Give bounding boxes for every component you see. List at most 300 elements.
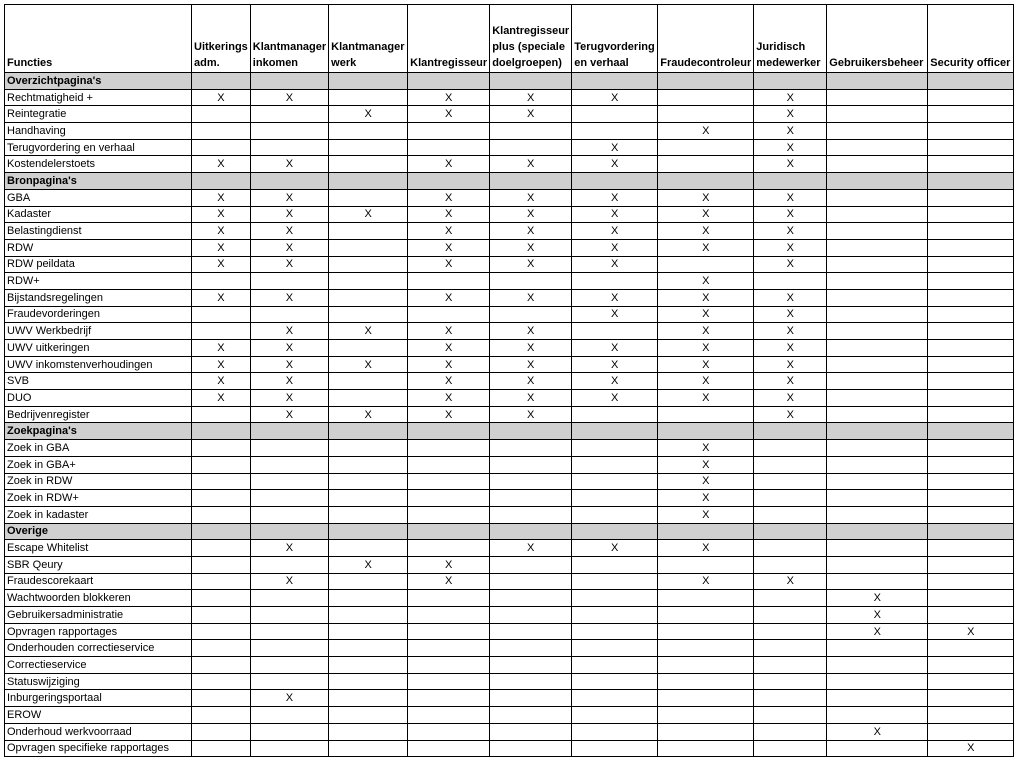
permission-cell (192, 707, 251, 724)
permission-cell (928, 690, 1014, 707)
section-row (5, 173, 1014, 190)
permission-cell: X (192, 340, 251, 357)
permission-cell: X (408, 573, 490, 590)
permission-cell (827, 256, 928, 273)
table-row (5, 239, 1014, 256)
permission-cell: X (192, 189, 251, 206)
permission-cell (329, 623, 408, 640)
permission-cell: X (754, 156, 827, 173)
permission-cell: X (192, 256, 251, 273)
permission-cell (928, 306, 1014, 323)
table-row (5, 707, 1014, 724)
permission-cell (827, 139, 928, 156)
section-cell (408, 523, 490, 540)
permission-cell: X (754, 223, 827, 240)
permission-cell (192, 556, 251, 573)
function-name: Reintegratie (5, 106, 192, 123)
permission-cell (408, 306, 490, 323)
permission-cell: X (250, 189, 328, 206)
section-cell (192, 73, 251, 90)
permission-cell (490, 306, 572, 323)
permission-cell (329, 473, 408, 490)
section-cell (827, 423, 928, 440)
permission-cell: X (490, 189, 572, 206)
function-name: Belastingdienst (5, 223, 192, 240)
permission-cell (192, 673, 251, 690)
function-name: Fraudevorderingen (5, 306, 192, 323)
function-name: Escape Whitelist (5, 540, 192, 557)
table-row (5, 607, 1014, 624)
permission-cell (329, 256, 408, 273)
permission-cell (928, 106, 1014, 123)
permission-cell: X (754, 356, 827, 373)
permission-cell (928, 707, 1014, 724)
column-header: Gebruikersbeheer (827, 5, 928, 73)
table-row (5, 506, 1014, 523)
permission-cell (658, 590, 754, 607)
permission-cell (928, 156, 1014, 173)
section-cell (490, 423, 572, 440)
function-name: Opvragen rapportages (5, 623, 192, 640)
permission-cell: X (827, 590, 928, 607)
permission-cell (658, 657, 754, 674)
permission-cell (408, 273, 490, 290)
permission-cell (754, 740, 827, 757)
permission-cell: X (572, 289, 658, 306)
section-cell (928, 423, 1014, 440)
permission-cell: X (928, 740, 1014, 757)
permission-cell (928, 356, 1014, 373)
permission-cell: X (490, 239, 572, 256)
section-row (5, 523, 1014, 540)
permission-cell (572, 440, 658, 457)
table-row (5, 690, 1014, 707)
permission-cell (490, 456, 572, 473)
permission-cell (490, 506, 572, 523)
permission-cell: X (250, 89, 328, 106)
permission-cell: X (658, 189, 754, 206)
permission-cell (192, 323, 251, 340)
permission-cell (928, 723, 1014, 740)
permission-cell (192, 139, 251, 156)
permission-cell: X (658, 239, 754, 256)
permission-cell: X (658, 440, 754, 457)
permission-cell (329, 239, 408, 256)
permission-cell (408, 473, 490, 490)
section-cell (250, 173, 328, 190)
permission-cell (827, 390, 928, 407)
permission-cell: X (754, 106, 827, 123)
permission-cell (827, 456, 928, 473)
table-row (5, 123, 1014, 140)
permission-cell: X (408, 556, 490, 573)
permission-cell: X (490, 323, 572, 340)
section-cell (928, 173, 1014, 190)
permission-cell (928, 273, 1014, 290)
permission-cell (572, 323, 658, 340)
table-row (5, 106, 1014, 123)
permission-cell (827, 573, 928, 590)
section-cell (408, 173, 490, 190)
permission-cell: X (250, 340, 328, 357)
function-name: RDW peildata (5, 256, 192, 273)
section-cell (572, 173, 658, 190)
function-name: Onderhouden correctieservice (5, 640, 192, 657)
permission-cell (250, 707, 328, 724)
permission-cell (250, 673, 328, 690)
table-row (5, 273, 1014, 290)
section-cell (192, 423, 251, 440)
permission-cell (754, 707, 827, 724)
permission-cell: X (658, 356, 754, 373)
permission-cell (572, 690, 658, 707)
permission-cell (754, 506, 827, 523)
permission-cell: X (408, 390, 490, 407)
function-name: Zoek in GBA+ (5, 456, 192, 473)
section-cell (827, 173, 928, 190)
permission-cell: X (329, 106, 408, 123)
permission-cell (192, 473, 251, 490)
permission-cell: X (754, 323, 827, 340)
table-row (5, 306, 1014, 323)
permissions-matrix (4, 4, 1014, 757)
permission-cell (827, 123, 928, 140)
permission-cell (658, 89, 754, 106)
permission-cell (408, 657, 490, 674)
permission-cell (490, 640, 572, 657)
permission-cell: X (408, 223, 490, 240)
permission-cell (192, 456, 251, 473)
table-row (5, 473, 1014, 490)
permission-cell (928, 607, 1014, 624)
permission-cell: X (192, 373, 251, 390)
permission-cell: X (192, 289, 251, 306)
section-cell (329, 73, 408, 90)
permission-cell: X (754, 256, 827, 273)
table-row (5, 657, 1014, 674)
permission-cell (329, 456, 408, 473)
permission-cell (408, 690, 490, 707)
permission-cell (827, 673, 928, 690)
permission-cell (658, 707, 754, 724)
permission-cell: X (250, 540, 328, 557)
table-row (5, 590, 1014, 607)
permission-cell (572, 640, 658, 657)
permission-cell (928, 556, 1014, 573)
permission-cell (329, 707, 408, 724)
permission-cell (250, 473, 328, 490)
table-row (5, 573, 1014, 590)
permission-cell (928, 473, 1014, 490)
table-row (5, 490, 1014, 507)
permission-cell (827, 406, 928, 423)
permission-cell (408, 540, 490, 557)
permission-cell (827, 340, 928, 357)
table-row (5, 323, 1014, 340)
permission-cell: X (250, 690, 328, 707)
permission-cell (250, 139, 328, 156)
table-row (5, 89, 1014, 106)
permission-cell: X (754, 306, 827, 323)
permission-cell (928, 640, 1014, 657)
permission-cell (408, 123, 490, 140)
permission-cell (754, 540, 827, 557)
permission-cell: X (250, 239, 328, 256)
permission-cell (827, 306, 928, 323)
section-label: Zoekpagina's (5, 423, 192, 440)
permission-cell (250, 123, 328, 140)
permission-cell: X (572, 139, 658, 156)
section-cell (572, 423, 658, 440)
permission-cell (250, 657, 328, 674)
permission-cell (329, 506, 408, 523)
function-name: Inburgeringsportaal (5, 690, 192, 707)
permission-cell (827, 89, 928, 106)
permission-cell: X (408, 289, 490, 306)
permission-cell (329, 189, 408, 206)
permission-cell (658, 139, 754, 156)
permission-cell: X (572, 89, 658, 106)
permission-cell (408, 590, 490, 607)
permission-cell (408, 440, 490, 457)
table-row (5, 640, 1014, 657)
permission-cell (329, 390, 408, 407)
permission-cell (329, 573, 408, 590)
permission-cell: X (572, 189, 658, 206)
permission-cell (250, 623, 328, 640)
table-row (5, 223, 1014, 240)
permission-cell (754, 456, 827, 473)
section-cell (329, 173, 408, 190)
permission-cell (192, 506, 251, 523)
permission-cell: X (490, 390, 572, 407)
permission-cell (827, 273, 928, 290)
permission-cell (329, 156, 408, 173)
column-header: Uitkerings adm. (192, 5, 251, 73)
section-cell (658, 73, 754, 90)
permission-cell: X (658, 373, 754, 390)
permission-cell: X (490, 406, 572, 423)
permission-cell: X (250, 223, 328, 240)
permission-cell: X (408, 323, 490, 340)
section-cell (658, 423, 754, 440)
permission-cell: X (192, 156, 251, 173)
permission-cell (827, 106, 928, 123)
permission-cell: X (658, 540, 754, 557)
permission-cell: X (658, 340, 754, 357)
permission-cell: X (827, 607, 928, 624)
permission-cell (658, 623, 754, 640)
permission-cell (754, 623, 827, 640)
permission-cell (928, 206, 1014, 223)
permission-cell (192, 607, 251, 624)
permission-cell: X (192, 390, 251, 407)
permission-cell: X (408, 356, 490, 373)
permission-cell: X (250, 156, 328, 173)
function-name: EROW (5, 707, 192, 724)
permission-cell (408, 640, 490, 657)
table-row (5, 623, 1014, 640)
permission-cell (827, 740, 928, 757)
permission-cell (827, 223, 928, 240)
permission-cell (572, 740, 658, 757)
permission-cell (928, 323, 1014, 340)
permission-cell (329, 289, 408, 306)
permission-cell (928, 373, 1014, 390)
permission-cell: X (658, 223, 754, 240)
table-body (5, 73, 1014, 757)
permission-cell (490, 123, 572, 140)
permission-cell (192, 640, 251, 657)
permission-cell (827, 289, 928, 306)
permission-cell: X (250, 356, 328, 373)
permission-cell (329, 440, 408, 457)
permission-cell (408, 707, 490, 724)
permission-cell: X (572, 223, 658, 240)
section-cell (408, 423, 490, 440)
function-name: Opvragen specifieke rapportages (5, 740, 192, 757)
permission-cell (192, 540, 251, 557)
permission-cell (754, 723, 827, 740)
permission-cell (490, 607, 572, 624)
permission-cell (490, 573, 572, 590)
permission-cell: X (408, 156, 490, 173)
permission-cell (408, 456, 490, 473)
permission-cell (827, 156, 928, 173)
permission-cell (572, 406, 658, 423)
table-row (5, 189, 1014, 206)
permission-cell (928, 239, 1014, 256)
permission-cell: X (250, 289, 328, 306)
permission-cell (192, 490, 251, 507)
permission-cell: X (490, 540, 572, 557)
table-row (5, 673, 1014, 690)
permission-cell (827, 206, 928, 223)
permission-cell (827, 239, 928, 256)
table-row (5, 340, 1014, 357)
permission-cell (928, 189, 1014, 206)
permission-cell (250, 306, 328, 323)
permission-cell (329, 123, 408, 140)
permission-cell (329, 740, 408, 757)
section-cell (754, 523, 827, 540)
permission-cell (192, 723, 251, 740)
permission-cell: X (408, 373, 490, 390)
permission-cell (827, 690, 928, 707)
permission-cell (490, 139, 572, 156)
permission-cell: X (754, 390, 827, 407)
column-header: Security officer (928, 5, 1014, 73)
table-row (5, 256, 1014, 273)
permission-cell: X (192, 223, 251, 240)
permission-cell (658, 106, 754, 123)
function-name: Kadaster (5, 206, 192, 223)
section-cell (754, 173, 827, 190)
permission-cell (329, 723, 408, 740)
permission-cell (928, 139, 1014, 156)
permission-cell (329, 540, 408, 557)
permission-cell (658, 256, 754, 273)
permission-cell (572, 490, 658, 507)
permission-cell (192, 273, 251, 290)
column-header-functies: Functies (5, 5, 192, 73)
section-cell (754, 73, 827, 90)
section-cell (250, 523, 328, 540)
permission-cell (408, 490, 490, 507)
permission-cell (490, 690, 572, 707)
permission-cell (658, 740, 754, 757)
function-name: SVB (5, 373, 192, 390)
section-cell (827, 73, 928, 90)
permission-cell: X (250, 390, 328, 407)
permission-cell (928, 123, 1014, 140)
permission-cell (754, 556, 827, 573)
function-name: SBR Qeury (5, 556, 192, 573)
permission-cell (329, 590, 408, 607)
permission-cell (928, 657, 1014, 674)
section-label: Bronpagina's (5, 173, 192, 190)
permission-cell (329, 340, 408, 357)
function-name: Onderhoud werkvoorraad (5, 723, 192, 740)
permission-cell: X (572, 390, 658, 407)
permission-cell (928, 573, 1014, 590)
permission-cell (572, 106, 658, 123)
permission-cell (572, 273, 658, 290)
permission-cell (754, 657, 827, 674)
permission-cell (827, 323, 928, 340)
permission-cell (572, 607, 658, 624)
permission-cell (250, 456, 328, 473)
function-name: UWV uitkeringen (5, 340, 192, 357)
permission-cell (329, 490, 408, 507)
permission-cell (827, 440, 928, 457)
permission-cell (572, 573, 658, 590)
permission-cell (827, 506, 928, 523)
section-cell (192, 173, 251, 190)
permission-cell (329, 139, 408, 156)
table-row (5, 406, 1014, 423)
permission-cell (408, 506, 490, 523)
column-header: Klantmanager inkomen (250, 5, 328, 73)
column-header: Klantmanager werk (329, 5, 408, 73)
permission-cell (192, 740, 251, 757)
table-row (5, 390, 1014, 407)
section-label: Overzichtpagina's (5, 73, 192, 90)
permission-cell (754, 473, 827, 490)
section-cell (658, 523, 754, 540)
permission-cell (572, 473, 658, 490)
section-row (5, 73, 1014, 90)
permission-cell (928, 89, 1014, 106)
permission-cell: X (408, 340, 490, 357)
permission-cell: X (658, 456, 754, 473)
permission-cell: X (329, 556, 408, 573)
permission-cell (408, 607, 490, 624)
permission-cell: X (658, 490, 754, 507)
permission-cell (928, 673, 1014, 690)
table-row (5, 373, 1014, 390)
permission-cell: X (572, 340, 658, 357)
permission-cell (490, 273, 572, 290)
section-cell (658, 173, 754, 190)
permission-cell: X (408, 406, 490, 423)
permission-cell (192, 106, 251, 123)
permission-cell (754, 673, 827, 690)
permission-cell (329, 673, 408, 690)
permission-cell: X (754, 373, 827, 390)
function-name: Fraudescorekaart (5, 573, 192, 590)
permission-cell (329, 657, 408, 674)
